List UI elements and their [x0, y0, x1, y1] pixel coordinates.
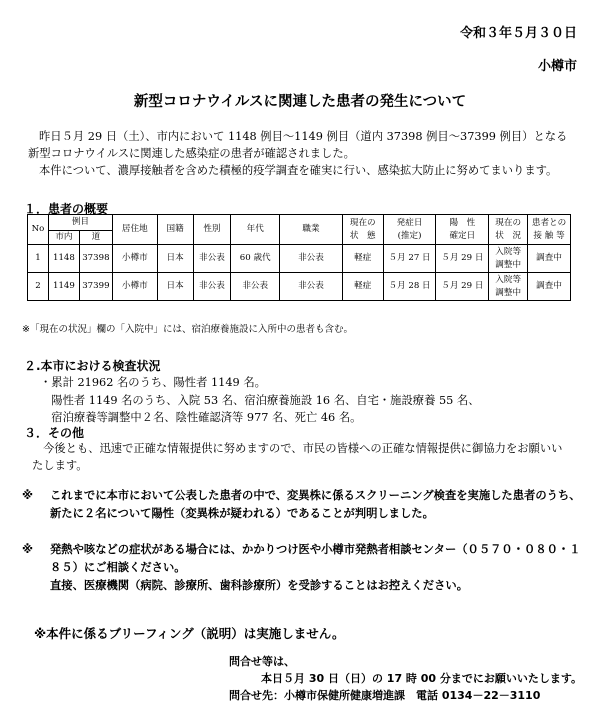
patient-table — [27, 214, 571, 301]
header-line: 患者との — [531, 217, 567, 228]
table-row — [28, 273, 571, 301]
cell-status: 軽症 — [342, 273, 383, 301]
cell-age: 非公表 — [231, 273, 280, 301]
header-line: 陽 性 — [449, 217, 476, 228]
col-header-case-pref: 道 — [79, 231, 112, 245]
briefing-notice: ※本件に係るブリーフィング（説明）は実施しません。 — [34, 626, 345, 641]
cell-situation — [489, 245, 528, 273]
cell-line: 調整中 — [495, 259, 522, 270]
cell-case-city: 1148 — [48, 245, 79, 273]
cell-occupation: 非公表 — [280, 273, 343, 301]
intro-paragraph: 本件について、濃厚接触者を含めた積極的疫学調査を確実に行い、感染拡大防止に努めてまいります。 — [39, 164, 558, 177]
testing-line: 陽性者 1149 名のうち、入院 53 名、宿泊療養施設 16 名、自宅・施設療養 55 名、 — [40, 393, 480, 407]
other-info — [32, 440, 572, 474]
cell-occupation: 非公表 — [280, 245, 343, 273]
col-header-situation — [489, 215, 528, 245]
header-line: 接 触 等 — [533, 230, 565, 241]
intro-paragraph: 昨日５月 29 日（土）、市内において 1148 例目～1149 例目（道内 37398 例目～37399 例目）となる新型コロナウイルスに関連した感染症の患者が確認されました。 — [28, 130, 568, 160]
col-header-no: No — [28, 215, 49, 245]
testing-status — [40, 374, 480, 427]
col-header-contact — [528, 215, 571, 245]
header-line: 現在の — [349, 217, 376, 228]
issuer-city: 小樽市 — [537, 59, 577, 74]
variant-notice — [22, 487, 582, 523]
cell-residence: 小樽市 — [112, 245, 157, 273]
cell-case-pref: 37399 — [79, 273, 112, 301]
table-row — [28, 245, 571, 273]
section-heading: ２.本市における検査状況 — [24, 359, 161, 373]
cell-no: 1 — [28, 245, 49, 273]
page-title: 新型コロナウイルスに関連した患者の発生について — [133, 94, 467, 110]
header-line: (推定) — [397, 230, 422, 241]
cell-nationality: 日本 — [157, 245, 193, 273]
note-mark: ※ — [22, 543, 33, 556]
header-line: 現在の — [495, 217, 522, 228]
header-line: 発症日 — [396, 217, 423, 228]
col-header-residence: 居住地 — [112, 215, 157, 245]
testing-line: ・累計 21962 名のうち、陽性者 1149 名。 — [40, 376, 266, 389]
col-header-nationality: 国籍 — [157, 215, 193, 245]
col-header-occupation: 職業 — [280, 215, 343, 245]
cell-positive: ５月 29 日 — [436, 245, 489, 273]
header-line: 状 態 — [349, 230, 376, 241]
notice-text: これまでに本市において公表した患者の中で、変異株に係るスクリーニング検査を実施した患者のうち、新たに２名について陽性（変異株が疑われる）であることが判明しました。 — [50, 489, 581, 520]
testing-line: 宿泊療養等調整中２名、陰性確認済等 977 名、死亡 46 名。 — [40, 411, 362, 424]
contact-info — [229, 653, 582, 704]
col-header-age: 年代 — [231, 215, 280, 245]
consultation-notice — [22, 541, 582, 595]
header-line: 状 況 — [495, 230, 522, 241]
contact-line: 本日５月 30 日（日）の 17 時 00 分までにお願いいたします。 — [261, 672, 583, 685]
document-date: 令和３年５月３０日 — [459, 26, 577, 41]
col-header-case-city: 市内 — [48, 231, 79, 245]
cell-line: 入院等 — [495, 274, 522, 285]
cell-case-pref: 37398 — [79, 245, 112, 273]
col-header-status — [342, 215, 383, 245]
notice-text: 直接、医療機関（病院、診療所、歯科診療所）を受診することはお控えください。 — [50, 579, 468, 592]
cell-residence: 小樽市 — [112, 273, 157, 301]
cell-contact: 調査中 — [528, 245, 571, 273]
intro-paragraphs — [28, 128, 578, 179]
cell-onset: ５月 27 日 — [383, 245, 436, 273]
cell-line: 入院等 — [495, 246, 522, 257]
cell-case-city: 1149 — [48, 273, 79, 301]
cell-no: 2 — [28, 273, 49, 301]
other-paragraph: 今後とも、迅速で正確な情報提供に努めますので、市民の皆様への正確な情報提供に御協力をお願いいたします。 — [32, 442, 563, 472]
contact-line: 問合せ等は、 — [229, 655, 295, 668]
cell-positive: ５月 29 日 — [436, 273, 489, 301]
col-header-case: 例目 — [48, 215, 112, 231]
note-mark: ※ — [22, 489, 33, 502]
col-header-positive — [436, 215, 489, 245]
cell-contact: 調査中 — [528, 273, 571, 301]
section-heading: １．患者の概要 — [24, 202, 109, 216]
cell-onset: ５月 28 日 — [383, 273, 436, 301]
col-header-gender: 性別 — [193, 215, 231, 245]
cell-nationality: 日本 — [157, 273, 193, 301]
col-header-onset — [383, 215, 436, 245]
cell-status: 軽症 — [342, 245, 383, 273]
header-line: 確定日 — [449, 230, 476, 241]
cell-age: 60 歳代 — [231, 245, 280, 273]
cell-situation — [489, 273, 528, 301]
cell-gender: 非公表 — [193, 245, 231, 273]
notice-text: 発熱や咳などの症状がある場合には、かかりつけ医や小樽市発熱者相談センター（０５７０・０８０・１８５）にご相談ください。 — [50, 543, 581, 574]
contact-line: 問合せ先：小樽市保健所健康増進課 電話 0134－22－3110 — [229, 689, 541, 702]
section-heading: ３．その他 — [24, 426, 85, 440]
table-note: ※「現在の状況」欄の「入院中」には、宿泊療養施設に入所中の患者も含む。 — [22, 324, 353, 335]
cell-gender: 非公表 — [193, 273, 231, 301]
cell-line: 調整中 — [495, 287, 522, 298]
